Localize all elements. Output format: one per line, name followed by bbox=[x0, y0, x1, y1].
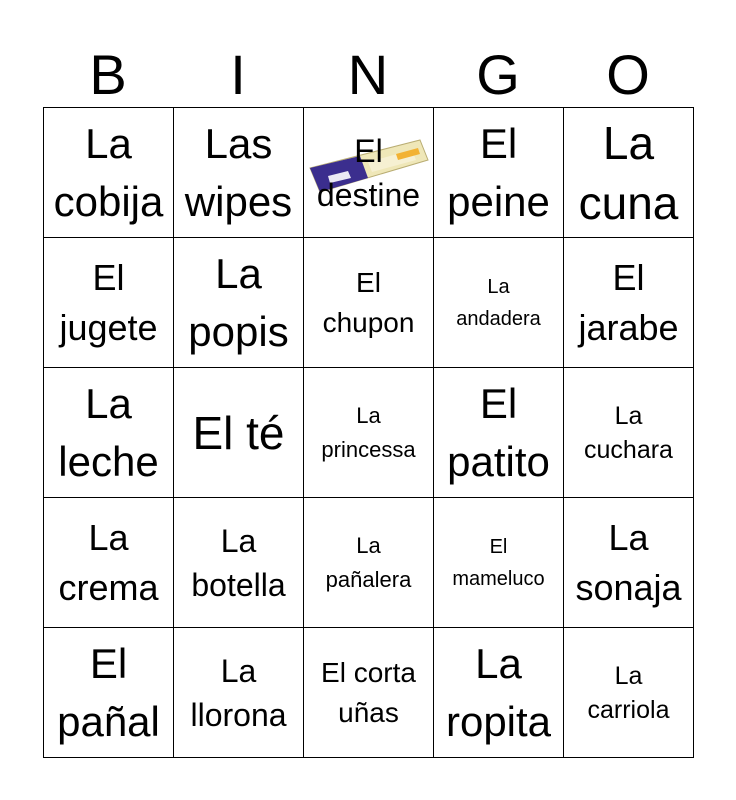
bingo-cell[interactable] bbox=[44, 238, 174, 368]
cell-text: La bbox=[602, 116, 655, 169]
header-letter-n: N bbox=[347, 43, 389, 106]
cell-text: wipes bbox=[184, 177, 293, 225]
cell-text: cobija bbox=[53, 177, 164, 225]
cell-text: sonaja bbox=[575, 566, 682, 608]
bingo-cell[interactable] bbox=[44, 108, 174, 238]
cell-text: El corta bbox=[321, 656, 416, 688]
cell-text: carriola bbox=[587, 695, 670, 724]
bingo-cell[interactable] bbox=[44, 628, 174, 758]
bingo-cell[interactable] bbox=[434, 498, 564, 628]
cell-text: chupon bbox=[322, 306, 415, 338]
bingo-cell[interactable] bbox=[304, 368, 434, 498]
cell-text: La bbox=[614, 661, 643, 690]
cell-text: crema bbox=[58, 566, 159, 608]
cell-text: Las bbox=[204, 119, 273, 167]
bingo-cell[interactable] bbox=[174, 628, 304, 758]
cell-text: peine bbox=[447, 177, 550, 225]
cell-text: patito bbox=[447, 437, 550, 485]
header-letter-i: I bbox=[230, 43, 246, 106]
cell-text: El bbox=[92, 256, 125, 298]
cell-text: El bbox=[479, 119, 518, 167]
bingo-cell[interactable] bbox=[44, 368, 174, 498]
bingo-cell[interactable] bbox=[564, 628, 694, 758]
cell-text: La bbox=[220, 522, 257, 559]
cell-text: destine bbox=[316, 176, 421, 213]
bingo-cell[interactable] bbox=[434, 628, 564, 758]
cell-text: El bbox=[479, 379, 518, 427]
bingo-cell[interactable] bbox=[304, 628, 434, 758]
cell-text: La bbox=[356, 402, 381, 428]
bingo-cell[interactable] bbox=[174, 238, 304, 368]
cell-text: mameluco bbox=[452, 567, 545, 590]
cell-text: El bbox=[612, 256, 645, 298]
bingo-cell[interactable] bbox=[564, 108, 694, 238]
bingo-cell[interactable] bbox=[174, 108, 304, 238]
cell-text: pañal bbox=[57, 697, 160, 745]
bingo-cell[interactable] bbox=[304, 108, 434, 238]
cell-text: La bbox=[608, 516, 649, 558]
cell-text: La bbox=[614, 401, 643, 430]
cell-text: leche bbox=[58, 437, 159, 485]
bingo-board bbox=[43, 107, 694, 758]
header-letter-o: O bbox=[606, 43, 650, 106]
bingo-cell[interactable] bbox=[44, 498, 174, 628]
bingo-cell[interactable] bbox=[304, 238, 434, 368]
cell-text: La bbox=[487, 275, 510, 298]
bingo-cell[interactable] bbox=[564, 498, 694, 628]
cell-text: pañalera bbox=[325, 566, 412, 592]
cell-text: La bbox=[215, 249, 262, 297]
header-letter-b: B bbox=[89, 43, 127, 106]
cell-text: princessa bbox=[321, 436, 416, 462]
cell-text: El té bbox=[192, 406, 285, 459]
cell-text: cuna bbox=[578, 176, 679, 229]
bingo-cell[interactable] bbox=[434, 368, 564, 498]
cell-text: popis bbox=[188, 307, 289, 355]
cell-text: jugete bbox=[59, 306, 158, 348]
bingo-cell[interactable] bbox=[434, 238, 564, 368]
bingo-header bbox=[43, 42, 693, 108]
bingo-cell[interactable] bbox=[174, 368, 304, 498]
cell-text: El bbox=[489, 535, 508, 558]
bingo-cell[interactable] bbox=[564, 368, 694, 498]
cell-text: ropita bbox=[445, 697, 552, 745]
cell-text: La bbox=[85, 379, 132, 427]
bingo-cell[interactable] bbox=[304, 498, 434, 628]
bingo-cell[interactable] bbox=[174, 498, 304, 628]
bingo-cell[interactable] bbox=[434, 108, 564, 238]
cell-text: La bbox=[356, 532, 381, 558]
cell-text: La bbox=[475, 639, 522, 687]
bingo-cell[interactable] bbox=[564, 238, 694, 368]
cell-text: cuchara bbox=[584, 435, 673, 464]
cell-text: botella bbox=[191, 566, 286, 603]
cell-text: El bbox=[89, 639, 128, 687]
cell-text: andadera bbox=[456, 307, 541, 330]
cell-text: llorona bbox=[190, 696, 287, 733]
cell-text: La bbox=[85, 119, 132, 167]
cell-text: jarabe bbox=[578, 306, 679, 348]
cell-text: La bbox=[88, 516, 129, 558]
cell-text: La bbox=[220, 652, 257, 689]
cell-text: El bbox=[356, 266, 381, 298]
header-letter-g: G bbox=[476, 43, 520, 106]
cell-text: El bbox=[354, 132, 383, 169]
cell-text: uñas bbox=[338, 696, 399, 728]
